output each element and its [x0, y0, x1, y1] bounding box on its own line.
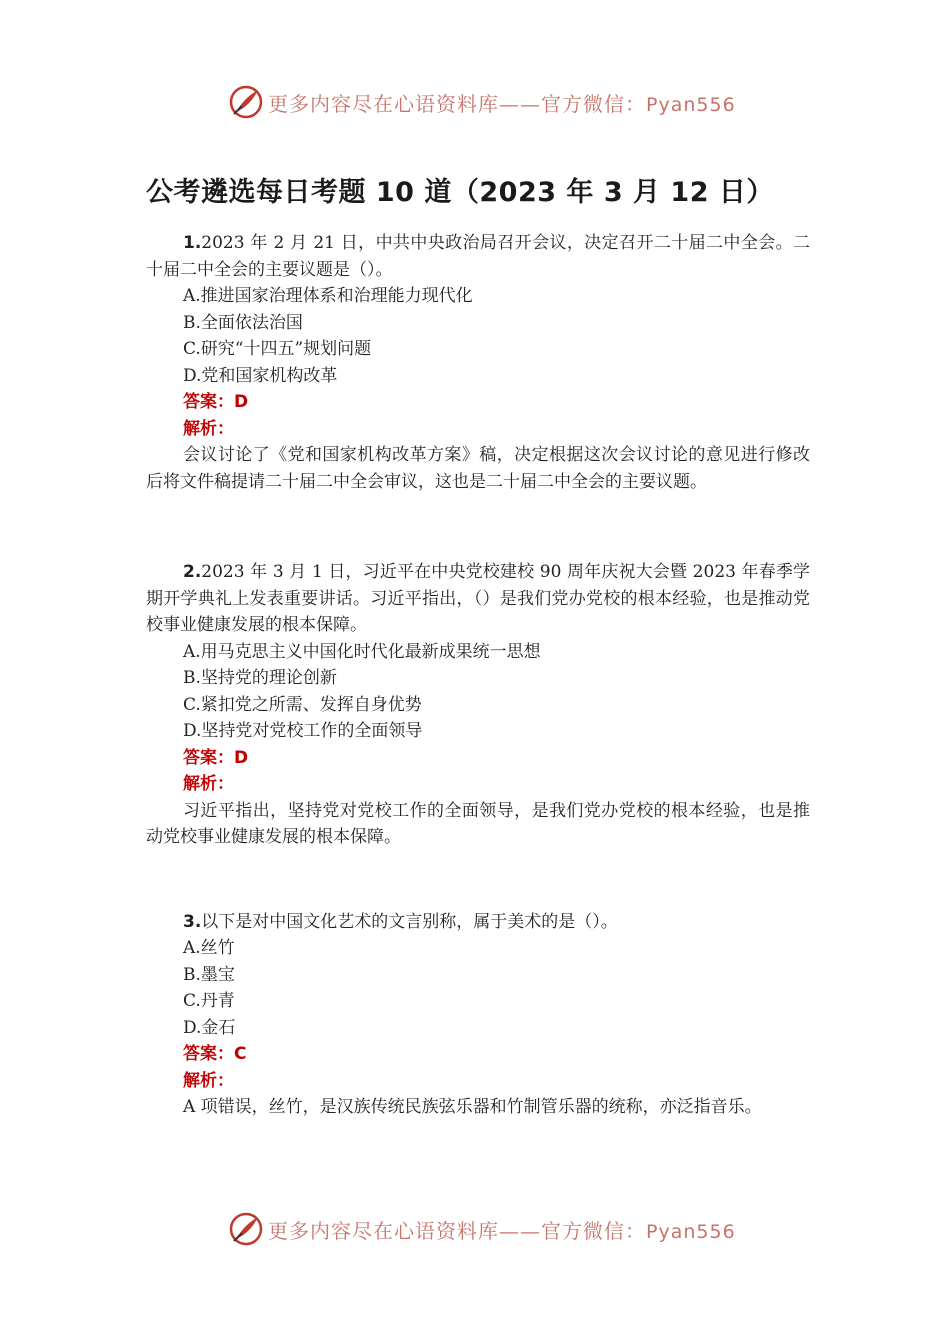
wechat-id: Pyan556 — [646, 1220, 736, 1243]
answer: 答案：D — [183, 747, 249, 768]
banner-text: 更多内容尽在心语资料库——官方微信：Pyan556 — [268, 91, 736, 116]
option-a: A.用马克思主义中国化时代化最新成果统一思想 — [183, 641, 541, 662]
explanation: A 项错误，丝竹，是汉族传统民族弦乐器和竹制管乐器的统称，亦泛指音乐。 — [183, 1097, 762, 1117]
question-text: 2.2023 年 3 月 1 日，习近平在中央党校建校 90 周年庆祝大会暨 2023 年春季学期开学典礼上发表重要讲话。习近平指出，（）是我们党办党校的根本经验，也是推动党校事业健康发展的根本保障。 — [146, 562, 810, 635]
question-2 — [146, 559, 810, 851]
answer: 答案：C — [183, 1044, 247, 1064]
question-text: 3.以下是对中国文化艺术的文言别称，属于美术的是（）。 — [183, 911, 618, 932]
explanation-label: 解析： — [183, 1070, 234, 1091]
answer: 答案：D — [183, 392, 249, 412]
quill-pen-logo-icon — [228, 1211, 264, 1247]
explanation-label: 解析： — [183, 418, 234, 439]
banner-text: 更多内容尽在心语资料库——官方微信：Pyan556 — [268, 1218, 736, 1243]
question-number: 3. — [183, 911, 202, 932]
question-number: 2. — [183, 562, 202, 582]
option-b: B.墨宝 — [183, 964, 235, 985]
header-banner — [228, 82, 736, 122]
option-a: A.丝竹 — [183, 938, 235, 958]
option-d: D.坚持党对党校工作的全面领导 — [183, 721, 423, 741]
wechat-id: Pyan556 — [646, 93, 736, 116]
explanation: 会议讨论了《党和国家机构改革方案》稿，决定根据这次会议讨论的意见进行修改后将文件稿提请二十届二中全会审议，这也是二十届二中全会的主要议题。 — [146, 445, 810, 492]
option-b: B.全面依法治国 — [183, 312, 303, 333]
page-title: 公考遴选每日考题 10 道（2023 年 3 月 12 日） — [146, 177, 774, 208]
option-d: D.金石 — [183, 1017, 236, 1038]
question-list — [146, 230, 810, 1121]
question-number: 1. — [183, 233, 202, 253]
question-1 — [146, 230, 810, 495]
explanation-label: 解析： — [183, 774, 234, 794]
question-3 — [146, 909, 810, 1121]
explanation: 习近平指出，坚持党对党校工作的全面领导，是我们党办党校的根本经验，也是推动党校事业健康发展的根本保障。 — [146, 800, 810, 847]
option-d: D.党和国家机构改革 — [183, 365, 338, 386]
option-a: A.推进国家治理体系和治理能力现代化 — [183, 286, 473, 306]
question-text: 1.2023 年 2 月 21 日，中共中央政治局召开会议，决定召开二十届二中全会。二十届二中全会的主要议题是（）。 — [146, 233, 810, 280]
option-c: C.研究“十四五”规划问题 — [183, 339, 372, 359]
option-c: C.紧扣党之所需、发挥自身优势 — [183, 694, 422, 715]
quill-pen-logo-icon — [228, 84, 264, 120]
footer-banner — [228, 1209, 736, 1249]
option-c: C.丹青 — [183, 991, 235, 1011]
option-b: B.坚持党的理论创新 — [183, 668, 337, 688]
